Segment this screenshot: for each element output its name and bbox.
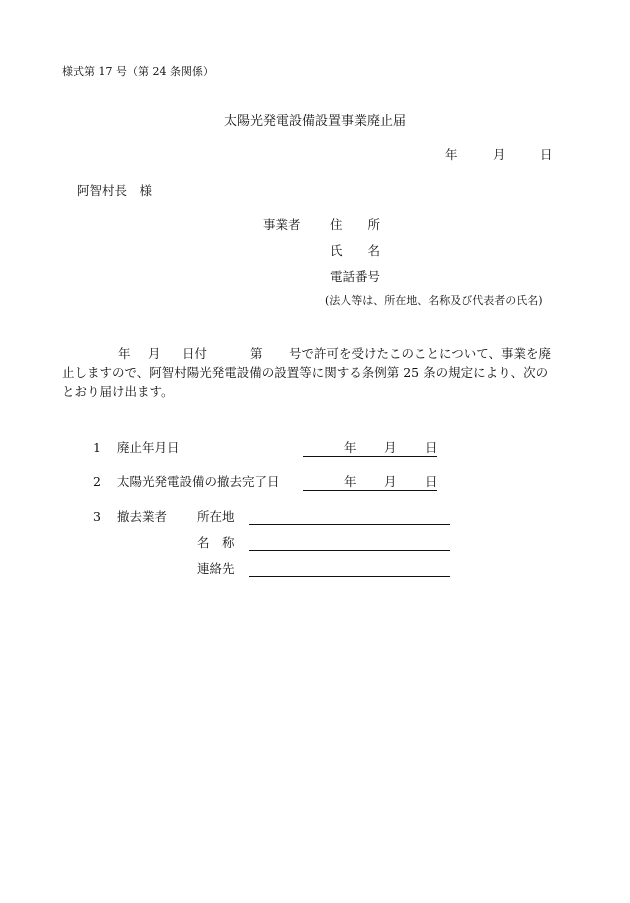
item-year-label: 年 <box>344 474 357 489</box>
item-year-label: 年 <box>344 440 357 455</box>
date-month-label: 月 <box>493 147 506 162</box>
form-title: 太陽光発電設備設置事業廃止届 <box>223 114 406 129</box>
applicant-role-label: 事業者 <box>263 217 301 232</box>
body-line-3: とおり届け出ます。 <box>62 384 174 399</box>
contractor-contact-label: 連絡先 <box>197 561 235 576</box>
item-month-label: 月 <box>384 474 397 489</box>
item-month-label: 月 <box>384 440 397 455</box>
addressee: 阿智村長 様 <box>77 183 153 198</box>
date-day-label: 日 <box>540 147 553 162</box>
item-label: 撤去業者 <box>117 509 168 524</box>
abolition-date-underline[interactable] <box>303 456 437 457</box>
form-number-label: 様式第 17 号（第 24 条関係） <box>62 65 214 78</box>
applicant-name-label: 氏 名 <box>330 243 381 258</box>
contractor-contact-underline[interactable] <box>249 576 450 577</box>
contractor-name-label: 名 称 <box>197 535 235 550</box>
body-day-label: 日付 <box>182 346 208 361</box>
body-year-label: 年 <box>118 346 131 361</box>
date-year-label: 年 <box>445 147 458 162</box>
applicant-address-label: 住 所 <box>330 217 381 232</box>
item-day-label: 日 <box>425 440 438 455</box>
contractor-address-underline[interactable] <box>249 524 450 525</box>
applicant-corporate-note: (法人等は、所在地、名称及び代表者の氏名) <box>325 294 543 307</box>
contractor-name-underline[interactable] <box>249 550 450 551</box>
body-line-1: 号で許可を受けたこのことについて、事業を廃 <box>289 346 552 361</box>
body-number-prefix: 第 <box>250 346 263 361</box>
item-number: 2 <box>93 474 101 489</box>
item-number: 3 <box>93 509 101 524</box>
body-month-label: 月 <box>148 346 161 361</box>
item-label: 太陽光発電設備の撤去完了日 <box>117 474 280 489</box>
removal-date-underline[interactable] <box>303 490 437 491</box>
body-line-2: 止しますので、阿智村陽光発電設備の設置等に関する条例第 25 条の規定により、次の <box>62 365 549 380</box>
item-day-label: 日 <box>425 474 438 489</box>
item-number: 1 <box>93 440 101 455</box>
contractor-address-label: 所在地 <box>197 509 235 524</box>
item-label: 廃止年月日 <box>117 440 180 455</box>
applicant-phone-label: 電話番号 <box>330 269 381 284</box>
